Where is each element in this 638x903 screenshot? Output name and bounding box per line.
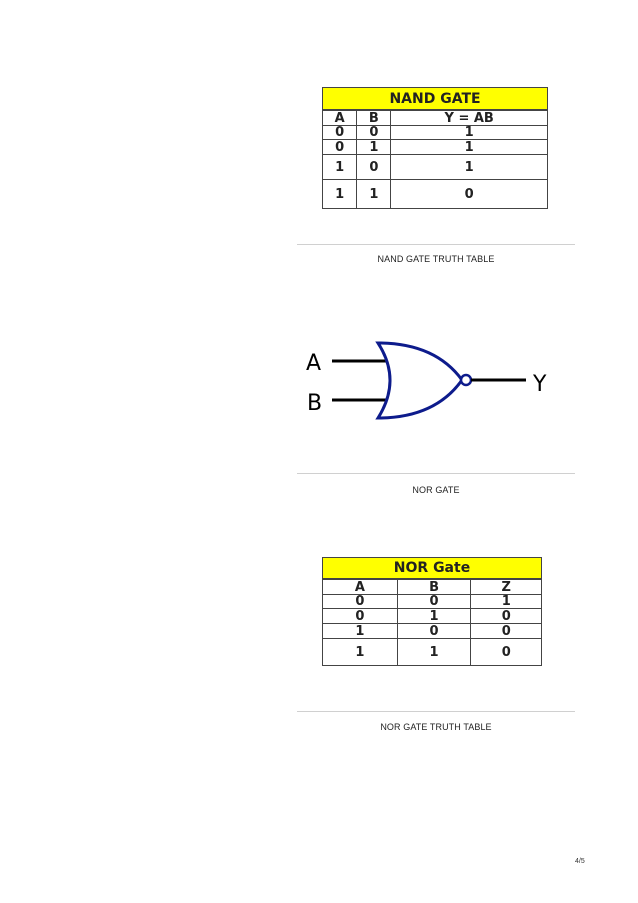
nand-cell: 0 <box>357 155 391 180</box>
nand-table-caption: NAND GATE TRUTH TABLE <box>377 254 495 264</box>
nand-header-b: B <box>357 110 391 126</box>
divider <box>297 244 575 245</box>
input-a-label: A <box>306 351 322 376</box>
nor-gate-diagram <box>300 330 560 430</box>
page-number: 4/5 <box>575 858 585 865</box>
nor-header-b: B <box>397 579 471 595</box>
nand-cell: 0 <box>357 126 391 140</box>
nor-header-a: A <box>323 579 398 595</box>
nand-cell: 0 <box>323 140 357 155</box>
inversion-bubble <box>461 375 471 385</box>
nor-cell: 0 <box>323 609 398 624</box>
nand-table-title: NAND GATE <box>323 88 548 111</box>
nor-table-title: NOR Gate <box>323 558 542 580</box>
nand-cell: 1 <box>391 126 548 140</box>
nor-cell: 1 <box>323 639 398 666</box>
nor-gate-caption: NOR GATE <box>412 485 460 495</box>
nor-cell: 0 <box>471 624 542 639</box>
nor-cell: 1 <box>397 639 471 666</box>
divider <box>297 711 575 712</box>
nor-header-z: Z <box>471 579 542 595</box>
nand-cell: 1 <box>357 180 391 209</box>
nor-cell: 0 <box>471 609 542 624</box>
nand-truth-table <box>322 87 548 209</box>
nand-cell: 1 <box>323 180 357 209</box>
nor-table-caption: NOR GATE TRUTH TABLE <box>380 722 492 732</box>
nor-cell: 0 <box>323 595 398 609</box>
nor-cell: 0 <box>397 595 471 609</box>
nor-cell: 0 <box>397 624 471 639</box>
nand-header-y: Y = AB <box>391 110 548 126</box>
nand-cell: 1 <box>323 155 357 180</box>
nor-truth-table <box>322 557 542 666</box>
output-y-label: Y <box>533 372 547 397</box>
nand-cell: 1 <box>357 140 391 155</box>
input-b-label: B <box>307 391 323 416</box>
nor-cell: 1 <box>471 595 542 609</box>
nand-cell: 1 <box>391 155 548 180</box>
nor-gate-symbol <box>378 343 462 418</box>
nand-cell: 1 <box>391 140 548 155</box>
nand-cell: 0 <box>391 180 548 209</box>
nor-cell: 0 <box>471 639 542 666</box>
divider <box>297 473 575 474</box>
nor-cell: 1 <box>323 624 398 639</box>
nand-header-a: A <box>323 110 357 126</box>
nand-cell: 0 <box>323 126 357 140</box>
nor-cell: 1 <box>397 609 471 624</box>
